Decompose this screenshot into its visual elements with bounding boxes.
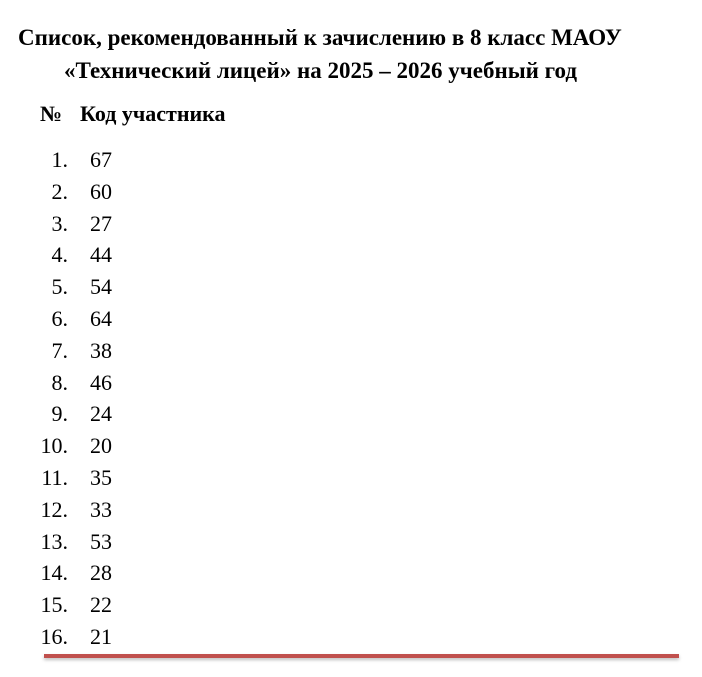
row-number: 5. [51,274,68,300]
list-item [0,560,300,592]
participant-code: 20 [90,433,112,459]
participant-code: 35 [90,464,112,490]
participant-code: 60 [90,178,112,204]
list-item [0,274,300,306]
list-item [0,433,300,465]
participant-code: 67 [90,147,112,172]
participant-code: 27 [90,210,112,236]
row-number: 7. [51,337,68,363]
list-item [0,529,300,561]
page-title-line-1: Список, рекомендованный к зачислению в 8 класс МАОУ [18,25,622,50]
participant-code: 28 [90,560,112,586]
participant-code: 21 [90,623,112,649]
list-item [0,306,300,338]
row-number: 3. [51,210,68,236]
list-item [0,211,300,243]
participant-code: 53 [90,528,112,554]
row-number: 4. [51,242,68,268]
list-item [0,242,300,274]
participant-code: 44 [90,242,112,268]
list-item [0,370,300,402]
participant-list [0,147,300,656]
row-number: 13. [40,528,68,554]
row-number: 16. [40,623,68,649]
participant-code: 54 [90,274,112,300]
participant-code: 22 [90,592,112,618]
list-item [0,592,300,624]
list-item [0,401,300,433]
row-number: 11. [41,464,68,490]
bottom-divider [44,654,679,658]
list-item [0,179,300,211]
list-item [0,147,300,179]
participant-code: 33 [90,496,112,522]
header-number: № [40,101,63,126]
row-number: 6. [51,305,68,331]
header-participant-code: Код участника [80,101,226,126]
row-number: 12. [40,496,68,522]
row-number: 15. [40,592,68,618]
participant-code: 64 [90,305,112,331]
row-number: 8. [51,369,68,395]
list-item [0,338,300,370]
page-title-line-2: «Технический лицей» на 2025 – 2026 учебный год [64,58,577,83]
list-item [0,465,300,497]
list-item [0,624,300,656]
participant-code: 46 [90,369,112,395]
row-number: 2. [51,178,68,204]
row-number: 1. [51,147,68,172]
row-number: 10. [40,433,68,459]
row-number: 9. [51,401,68,427]
row-number: 14. [40,560,68,586]
participant-code: 24 [90,401,112,427]
participant-code: 38 [90,337,112,363]
list-item [0,497,300,529]
